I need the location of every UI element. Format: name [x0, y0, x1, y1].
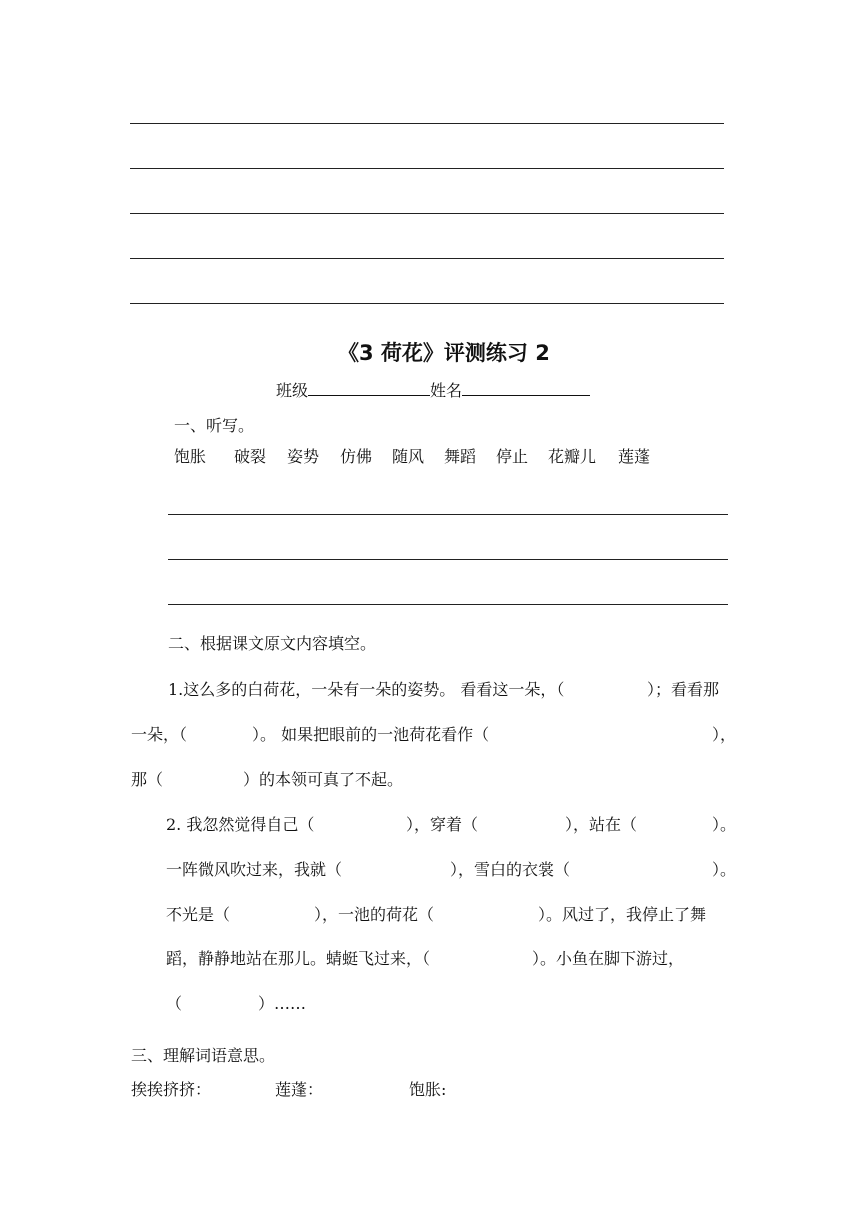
writing-line: [130, 258, 724, 259]
dictation-word: 姿势: [287, 447, 320, 466]
q2-text: 不光是（: [166, 905, 231, 924]
q2-text: ），站在（: [565, 815, 638, 834]
dictation-word: 舞蹈: [444, 447, 477, 466]
q2-text: ），一池的荷花（: [314, 905, 435, 924]
q1-text: 1.这么多的白荷花，一朵有一朵的姿势。 看看这一朵，（: [168, 680, 565, 699]
writing-line: [130, 303, 724, 304]
writing-line: [168, 604, 728, 605]
q2-text: ）……: [258, 994, 307, 1013]
dictation-word: 停止: [496, 447, 529, 466]
q2-text: ），雪白的衣裳（: [450, 860, 571, 879]
q1-text: ）。 如果把眼前的一池荷花看作（: [252, 725, 490, 744]
writing-line: [130, 213, 724, 214]
dictation-word: 仿佛: [340, 447, 373, 466]
class-blank[interactable]: [308, 377, 430, 396]
writing-line: [130, 168, 724, 169]
dictation-word: 饱胀: [174, 447, 207, 466]
writing-line: [168, 514, 728, 515]
q1-text: 那（: [131, 770, 164, 789]
q1-text: 一朵，（: [131, 725, 188, 744]
q1-text: ），: [712, 725, 737, 744]
q2-text: 2. 我忽然觉得自己（: [166, 815, 315, 834]
section1-heading: 一、听写。: [174, 416, 255, 435]
writing-line: [168, 559, 728, 560]
class-name-row: [276, 377, 590, 401]
vocab-item: 挨挨挤挤：: [131, 1080, 212, 1099]
name-label: 姓名: [430, 381, 463, 400]
dictation-word: 随风: [392, 447, 425, 466]
dictation-word: 破裂: [234, 447, 267, 466]
q2-text: 一阵微风吹过来，我就（: [166, 860, 343, 879]
dictation-word: 花瓣儿: [548, 447, 597, 466]
q2-text: ）。: [712, 860, 737, 879]
vocab-item: 饱胀:: [409, 1080, 447, 1099]
q2-text: ），穿着（: [406, 815, 479, 834]
vocab-item: 莲蓬：: [275, 1080, 324, 1099]
q2-text: ）。风过了，我停止了舞: [538, 905, 707, 924]
class-label: 班级: [276, 381, 309, 400]
page-title: 《3 荷花》评测练习 2: [338, 341, 550, 365]
q1-text: ）的本领可真了不起。: [243, 770, 404, 789]
q2-text: （: [166, 994, 183, 1013]
dictation-word: 莲蓬: [618, 447, 651, 466]
name-blank[interactable]: [462, 377, 590, 396]
q1-text: ）；看看那: [647, 680, 720, 699]
q2-text: ）。小鱼在脚下游过，: [532, 949, 685, 968]
q2-text: 蹈，静静地站在那儿。蜻蜓飞过来，（: [166, 949, 431, 968]
q2-text: ）。: [712, 815, 737, 834]
writing-line: [130, 123, 724, 124]
section3-heading: 三、理解词语意思。: [131, 1046, 276, 1065]
section2-heading: 二、根据课文原文内容填空。: [168, 634, 377, 653]
